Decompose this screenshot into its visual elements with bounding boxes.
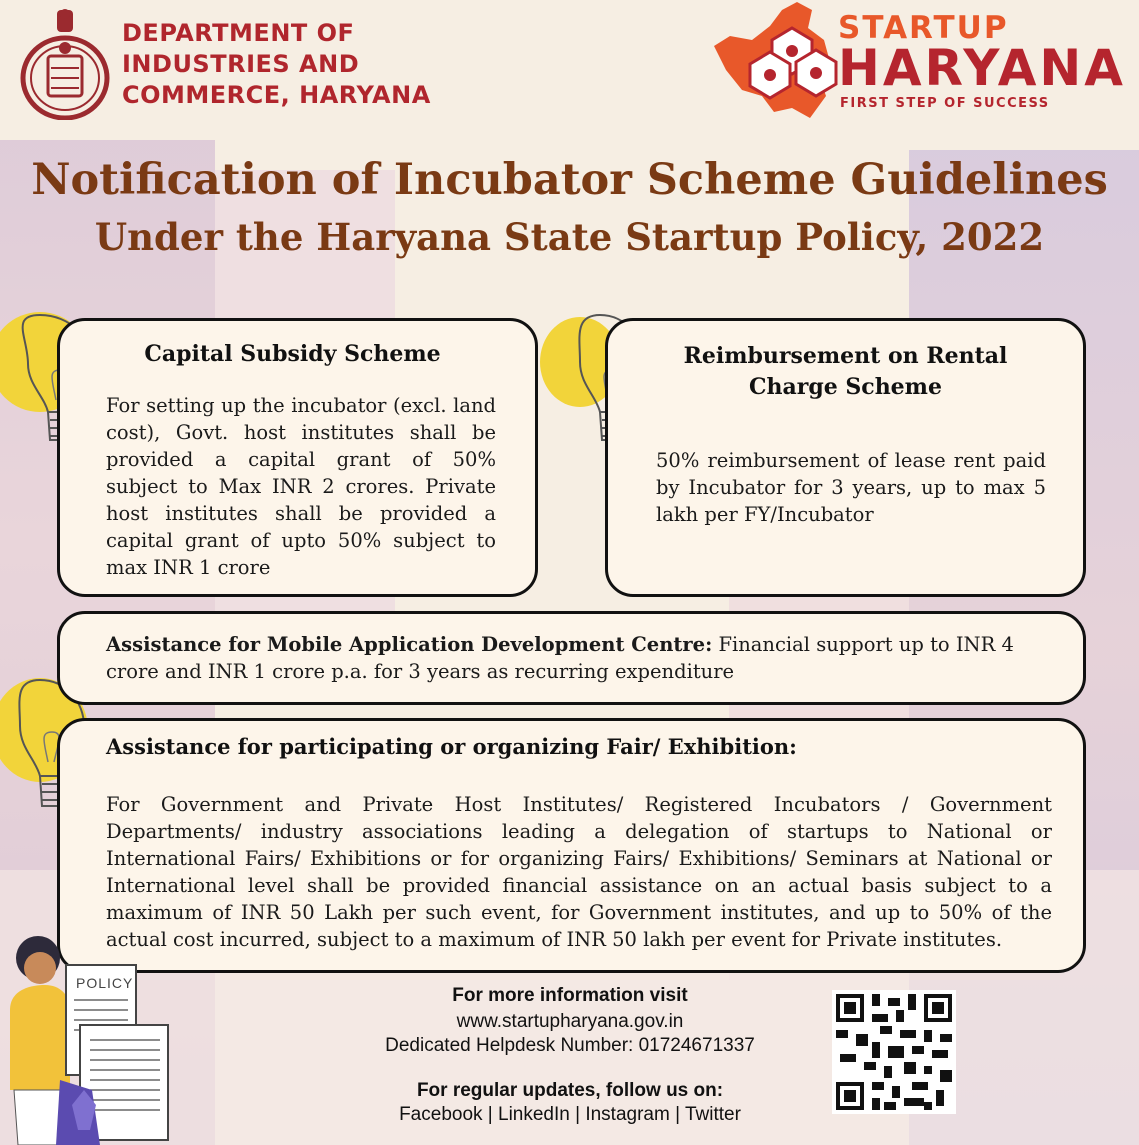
card-title <box>608 341 1083 403</box>
department-name <box>122 18 462 111</box>
page-subtitle: Under the Haryana State Startup Policy, 2022 <box>94 215 1045 259</box>
logo-startup-text: STARTUP <box>838 10 1009 46</box>
social-links[interactable]: Facebook | LinkedIn | Instagram | Twitter <box>399 1104 741 1125</box>
card-text: 50% reimbursement of lease rent paid by Incubator for 3 years, up to max 5 lakh per FY/Incubator <box>656 449 1046 526</box>
card-title: Capital Subsidy Scheme <box>144 341 441 367</box>
page-title: Notification of Incubator Scheme Guidelines <box>31 155 1108 205</box>
website-link[interactable]: www.startupharyana.gov.in <box>456 1011 684 1032</box>
policy-label: POLICY <box>76 975 134 991</box>
card-title: Assistance for participating or organizing Fair/ Exhibition: <box>106 734 797 759</box>
haryana-emblem-icon <box>20 8 110 120</box>
qr-code-icon[interactable] <box>832 990 956 1114</box>
card-text: For setting up the incubator (excl. land cost), Govt. host institutes shall be provided a capital grant of 50% subject to Max INR 2 crores. Private host institutes shall be provided a capital grant of upto 50% subject to max INR 1 crore <box>106 394 496 579</box>
rental-reimbursement-card <box>605 318 1086 597</box>
card-title-line: Charge Scheme <box>749 374 942 400</box>
helpdesk-number: Dedicated Helpdesk Number: 01724671337 <box>385 1035 755 1056</box>
card-text: For Government and Private Host Institutes/ Registered Incubators / Government Departments/ industry associations leading a delegation of startups to National or International Fairs/ Exhibitions or for organizing Fairs/ Exhibitions/ Seminars at National or International level shall be provided financial assistance on an actual basis subject to a maximum of INR 50 Lakh per such event, for Government institutes, and up to 50% of the actual cost incurred, subject to a maximum of INR 50 lakh per event for Private institutes. <box>106 793 1052 951</box>
dept-line: DEPARTMENT OF <box>122 19 355 47</box>
more-info-heading: For more information visit <box>452 985 688 1006</box>
card-text <box>106 631 1056 685</box>
card-title-line: Reimbursement on Rental <box>683 343 1008 369</box>
follow-heading: For regular updates, follow us on: <box>416 1080 724 1101</box>
dept-line: COMMERCE, HARYANA <box>122 81 431 109</box>
fair-exhibition-card <box>57 718 1086 973</box>
logo-haryana-text: HARYANA <box>838 39 1126 97</box>
mobile-app-card <box>57 611 1086 705</box>
logo-tagline: FIRST STEP OF SUCCESS <box>840 96 1050 111</box>
card-label: Assistance for Mobile Application Development Centre: <box>106 633 713 656</box>
dept-line: INDUSTRIES AND <box>122 50 360 78</box>
card-body: Financial support up to INR 4 crore and INR 1 crore p.a. for 3 years as recurring expenditure <box>106 633 1014 683</box>
capital-subsidy-card <box>57 318 538 597</box>
person-with-policy-illustration <box>0 930 175 1145</box>
